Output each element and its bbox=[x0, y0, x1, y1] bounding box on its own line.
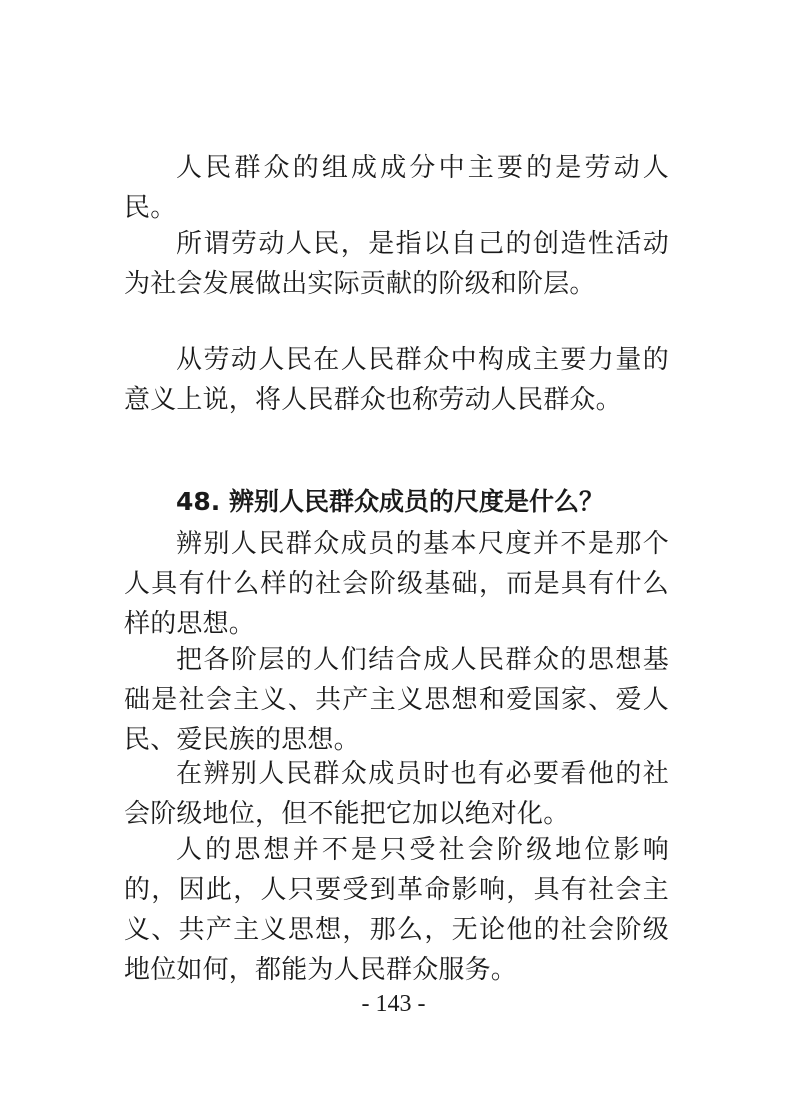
paragraph-laboring-people-definition: 所谓劳动人民，是指以自己的创造性活动为社会发展做出实际贡献的阶级和阶层。 bbox=[124, 229, 669, 299]
paragraph-laboring-people-masses: 从劳动人民在人民群众中构成主要力量的意义上说，将人民群众也称劳动人民群众。 bbox=[124, 345, 669, 415]
section-heading-48: 48. 辨别人民群众成员的尺度是什么？ bbox=[176, 487, 604, 516]
paragraph-class-status: 在辨别人民群众成员时也有必要看他的社会阶级地位，但不能把它加以绝对化。 bbox=[124, 759, 669, 829]
paragraph-criterion: 辨别人民群众成员的基本尺度并不是那个人具有什么样的社会阶级基础，而是具有什么样的思想。 bbox=[124, 529, 669, 639]
paragraph-ideology-influence: 人的思想并不是只受社会阶级地位影响的，因此，人只要受到革命影响，具有社会主义、共产主义思想，那么，无论他的社会阶级地位如何，都能为人民群众服务。 bbox=[124, 835, 669, 985]
paragraph-laboring-people-main: 人民群众的组成成分中主要的是劳动人民。 bbox=[124, 153, 669, 223]
paragraph-ideological-basis: 把各阶层的人们结合成人民群众的思想基础是社会主义、共产主义思想和爱国家、爱人民、爱民族的思想。 bbox=[124, 645, 669, 755]
page-number: - 143 - bbox=[361, 991, 426, 1017]
